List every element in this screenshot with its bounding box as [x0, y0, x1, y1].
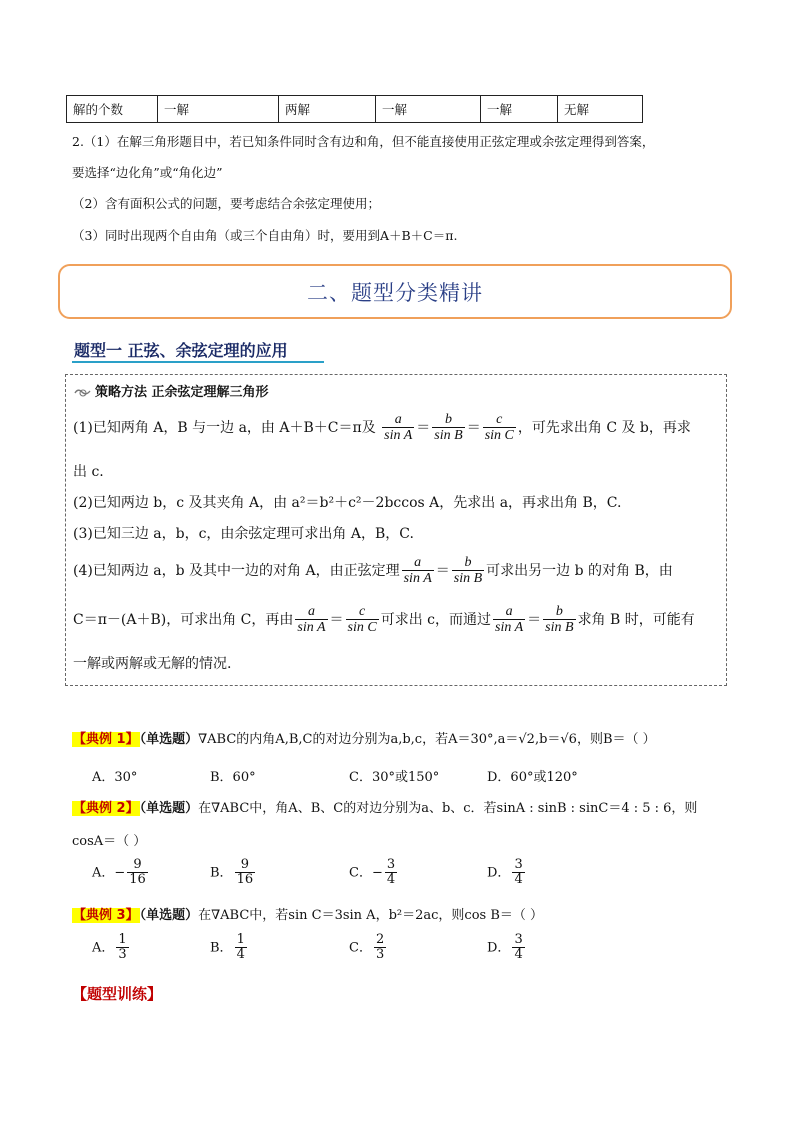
- fraction-b-sinB: $\frac{b}{\text{sin B}}$: [545, 604, 574, 636]
- table-row: [67, 96, 643, 123]
- text: 求角 B 时，可能有: [577, 611, 695, 628]
- example-3: [72, 904, 543, 923]
- option-a: A．30°: [92, 770, 138, 785]
- section-banner: [58, 264, 732, 319]
- option-b: B．60°: [210, 770, 256, 785]
- example-stem: ∇ABC的内角A,B,C的对边分别为a,b,c，若A＝30°,a＝√2,b＝√6，则B＝（ ）: [198, 732, 656, 747]
- fraction-a-sinA: $\frac{a}{\text{sin A}}$: [384, 412, 413, 444]
- strategy-head: [74, 381, 269, 400]
- example-tag: 【典例 3】: [73, 908, 139, 923]
- option-a: A．− $\frac{9}{16}$: [92, 857, 146, 888]
- fraction-a-sinA: $\frac{a}{\text{sin A}}$: [297, 604, 326, 636]
- strategy-line-1c: 出 c.: [73, 464, 104, 480]
- section-title: 题型一 正弦、余弦定理的应用: [74, 341, 288, 360]
- title-underline: [72, 361, 324, 363]
- strategy-line-2: (2)已知两边 b，c 及其夹角 A，由 a²＝b²＋c²－2bccos A，先求出 a，再求出角 B，C.: [73, 495, 622, 511]
- fraction: $\frac{1}{3}$: [118, 932, 127, 963]
- table-cell: 无解: [558, 96, 643, 123]
- example-tag: 【典例 1】: [73, 732, 139, 747]
- text: ，可先求出角 C 及 b，再求: [517, 419, 691, 436]
- strategy-line-4: (4)已知两边 a，b 及其中一边的对角 A，由正弦定理 $\frac{a}{\text{sin A}}$ ＝ $\frac{b}{\text{sin B}}$ 可求出另一边 b 的对角 B，由: [73, 555, 673, 587]
- example-tag: 【典例 2】: [73, 801, 139, 816]
- strategy-line-6: 一解或两解或无解的情况.: [73, 656, 232, 672]
- option-d: D． $\frac{3}{4}$: [487, 857, 523, 888]
- training-heading: 【题型训练】: [72, 985, 163, 1003]
- option-c: C．30°或150°: [349, 770, 440, 785]
- fraction: $\frac{9}{16}$: [129, 857, 146, 888]
- strategy-line-1: (1)已知两角 A，B 与一边 a，由 A＋B＋C＝π及 $\frac{a}{\text{sin A}}$ ＝ $\frac{b}{\text{sin B}}$ ＝ $\frac{c}{\text{sin C}}$ ，可先求出角 C 及 b，再求: [73, 412, 691, 444]
- fraction: $\frac{9}{16}$: [236, 857, 254, 888]
- note-2: （2）含有面积公式的问题，要考虑结合余弦定理使用；: [72, 196, 380, 211]
- example-1: [72, 728, 656, 747]
- example-2-stem-2: cosA＝（ ）: [72, 834, 147, 849]
- text: 可求出另一边 b 的对角 B，由: [486, 562, 673, 579]
- fraction: $\frac{3}{4}$: [514, 857, 523, 888]
- fraction-b-sinB: $\frac{b}{\text{sin B}}$: [434, 412, 463, 444]
- fraction-c-sinC: $\frac{c}{\text{sin C}}$: [484, 412, 514, 444]
- option-a: A． $\frac{1}{3}$: [92, 932, 127, 963]
- solution-count-table: [66, 95, 643, 123]
- option-c: C． $\frac{2}{3}$: [349, 932, 385, 963]
- fraction: $\frac{2}{3}$: [375, 932, 385, 963]
- option-c: C．− $\frac{3}{4}$: [349, 857, 396, 888]
- example-stem: 在∇ABC中，角A、B、C的对边分别为a、b、c．若sinA : sinB : sinC＝4 : 5 : 6，则: [198, 801, 698, 816]
- strategy-line-3: (3)已知三边 a，b，c，由余弦定理可求出角 A，B，C.: [73, 526, 414, 542]
- table-cell: 一解: [376, 96, 481, 123]
- example-kind: （单选题）: [139, 732, 199, 747]
- fraction-c-sinC: $\frac{c}{\text{sin C}}$: [347, 604, 377, 636]
- banner-title: 二、题型分类精讲: [307, 280, 483, 305]
- option-b: B． $\frac{9}{16}$: [210, 857, 254, 888]
- text: (4)已知两边 a，b 及其中一边的对角 A，由正弦定理: [73, 562, 400, 579]
- fraction-b-sinB: $\frac{b}{\text{sin B}}$: [453, 555, 483, 587]
- fraction-a-sinA: $\frac{a}{\text{sin A}}$: [495, 604, 524, 636]
- note-1b: 要选择“边化角”或“角化边”: [72, 165, 223, 180]
- text: C＝π－(A＋B)，可求出角 C，再由: [73, 611, 294, 628]
- example-stem: 在∇ABC中，若sin C＝3sin A，b²＝2ac，则cos B＝（ ）: [198, 908, 544, 923]
- fraction: $\frac{3}{4}$: [386, 857, 396, 888]
- example-kind: （单选题）: [139, 801, 199, 816]
- table-cell: 一解: [158, 96, 279, 123]
- option-d: D． $\frac{3}{4}$: [487, 932, 523, 963]
- table-cell: 两解: [279, 96, 376, 123]
- swirl-icon: [74, 387, 92, 398]
- note-3: （3）同时出现两个自由角（或三个自由角）时，要用到A＋B＋C＝π.: [72, 228, 458, 243]
- strategy-head-text: 策略方法 正余弦定理解三角形: [95, 385, 269, 400]
- strategy-line-5: C＝π－(A＋B)，可求出角 C，再由 $\frac{a}{\text{sin A}}$ ＝ $\frac{c}{\text{sin C}}$ 可求出 c，而通过 $\frac{a}{\text{sin A}}$ ＝ $\frac{b}{\text{sin B}}$ 求角 B 时，可能有: [73, 604, 695, 636]
- table-cell: 解的个数: [67, 96, 158, 123]
- option-b: B． $\frac{1}{4}$: [210, 932, 245, 963]
- note-1a: 2.（1）在解三角形题目中，若已知条件同时含有边和角，但不能直接使用正弦定理或余弦定理得到答案，: [72, 134, 655, 149]
- option-d: D．60°或120°: [487, 770, 578, 785]
- fraction: $\frac{3}{4}$: [514, 932, 523, 963]
- text: 可求出 c，而通过: [380, 611, 492, 628]
- fraction-a-sinA: $\frac{a}{\text{sin A}}$: [403, 555, 432, 587]
- example-2: [72, 797, 697, 816]
- fraction: $\frac{1}{4}$: [236, 932, 245, 963]
- text: (1)已知两角 A，B 与一边 a，由 A＋B＋C＝π及: [73, 419, 376, 436]
- example-kind: （单选题）: [139, 908, 199, 923]
- table-cell: 一解: [481, 96, 558, 123]
